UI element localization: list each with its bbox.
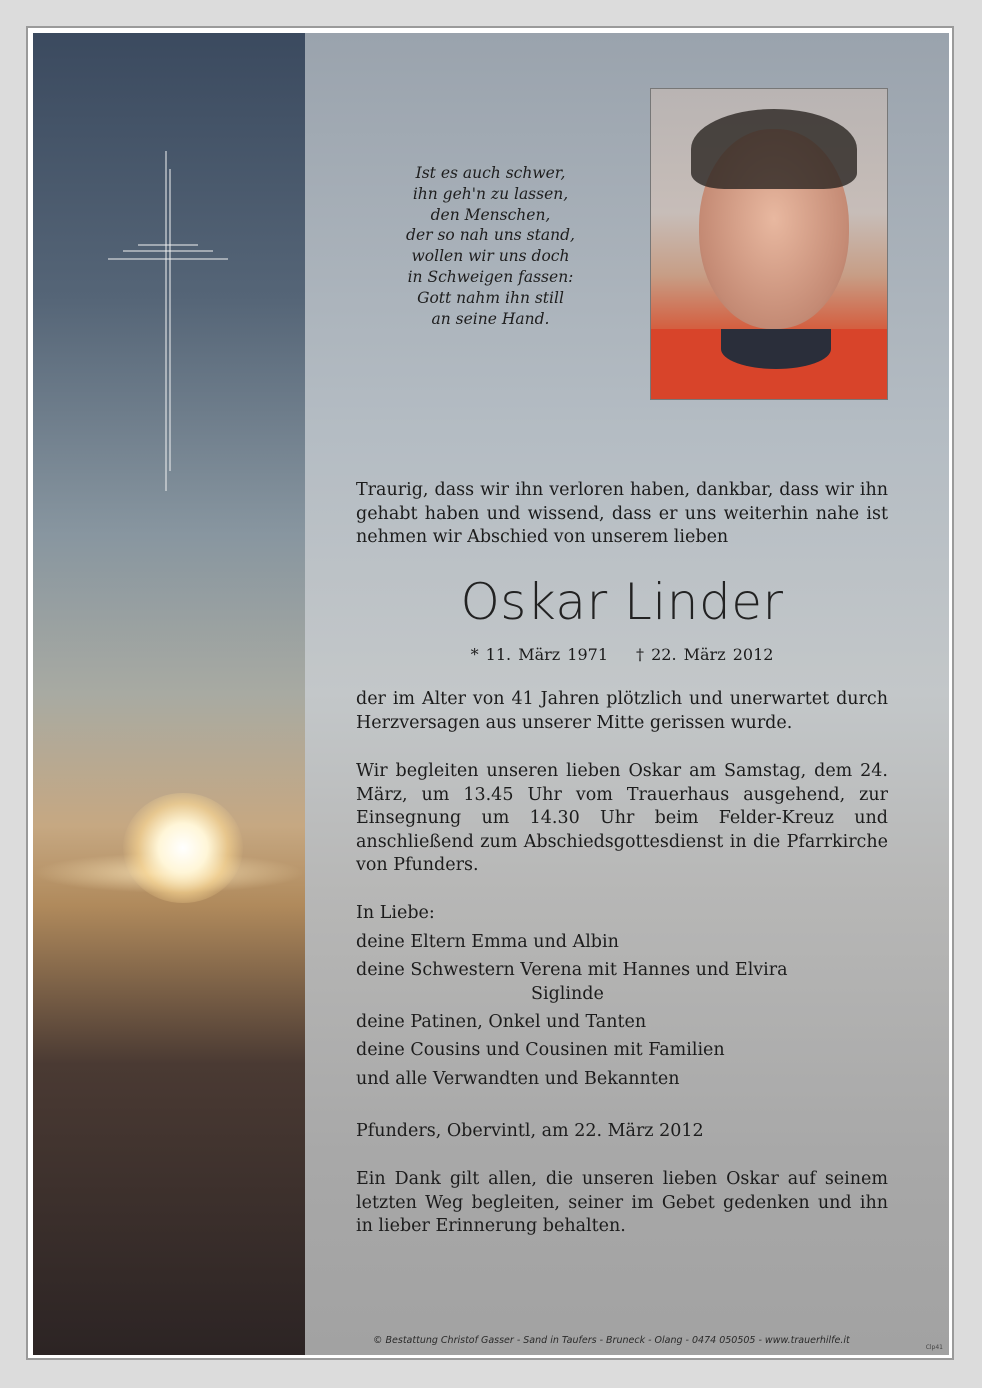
quote-line: ihn geh'n zu lassen, — [412, 184, 569, 203]
funeral-text — [356, 760, 888, 878]
sunset-panel — [33, 33, 305, 1355]
intro-paragraph: Traurig, dass wir ihn verloren haben, dankbar, dass wir ihn gehabt haben und wissend, dass er uns weiterhin nahe ist nehmen wir Abschied von unserem lieben — [356, 480, 888, 547]
cause-text — [356, 688, 888, 735]
portrait-photo — [650, 88, 888, 400]
cross-icon — [108, 151, 228, 491]
quote-line: den Menschen, — [430, 205, 551, 224]
thanks-text — [356, 1168, 888, 1239]
birth-date: * 11. März 1971 — [470, 645, 608, 664]
quote-line: Ist es auch schwer, — [415, 164, 566, 182]
sun-image — [123, 793, 243, 903]
family-list — [356, 901, 788, 1095]
template-code: Clp41 — [925, 1344, 943, 1351]
quote-line: in Schweigen fassen: — [407, 267, 574, 286]
family-line: und alle Verwandten und Bekannten — [356, 1068, 680, 1089]
family-line: deine Cousins und Cousinen mit Familien — [356, 1040, 725, 1060]
intro-text — [356, 479, 888, 550]
quote-line: an seine Hand. — [431, 309, 550, 328]
funeral-paragraph: Wir begleiten unseren lieben Oskar am Samstag, dem 24. März, um 13.45 Uhr vom Trauerhaus ausgehend, zur Einsegnung um 14.30 Uhr beim Felder-Kreuz und anschließend zum Abschiedsgottesdienst in die Pfarrkirche von Pfunders. — [356, 761, 888, 875]
family-line: deine Eltern Emma und Albin — [356, 931, 619, 952]
photo-hair — [691, 109, 857, 189]
family-line: deine Schwestern Verena mit Hannes und Elvira — [356, 960, 788, 980]
quote-line: Gott nahm ihn still — [417, 288, 564, 307]
place-date: Pfunders, Obervintl, am 22. März 2012 — [356, 1121, 704, 1141]
thanks-paragraph: Ein Dank gilt allen, die unseren lieben Oskar auf seinem letzten Weg begleiten, seiner im Gebet gedenken und ihn in lieber Erinnerung behalten. — [356, 1169, 888, 1236]
obituary-card — [33, 33, 949, 1355]
family-line: deine Patinen, Onkel und Tanten — [356, 1011, 647, 1032]
family-line: Siglinde — [531, 983, 604, 1004]
deceased-name: Oskar Linder — [460, 573, 784, 631]
quote-line: der so nah uns stand, — [406, 226, 575, 245]
life-dates — [356, 645, 888, 664]
memorial-quote — [373, 163, 608, 329]
family-heading: In Liebe: — [356, 903, 435, 923]
cause-paragraph: der im Alter von 41 Jahren plötzlich und unerwartet durch Herzversagen aus unserer Mitte gerissen wurde. — [356, 689, 888, 733]
photo-collar — [721, 329, 831, 369]
death-date: † 22. März 2012 — [636, 645, 774, 664]
quote-line: wollen wir uns doch — [411, 247, 570, 266]
funeral-home-footer: © Bestattung Christof Gasser - Sand in Taufers - Bruneck - Olang - 0474 050505 - www.trauerhilfe.it — [373, 1335, 850, 1346]
